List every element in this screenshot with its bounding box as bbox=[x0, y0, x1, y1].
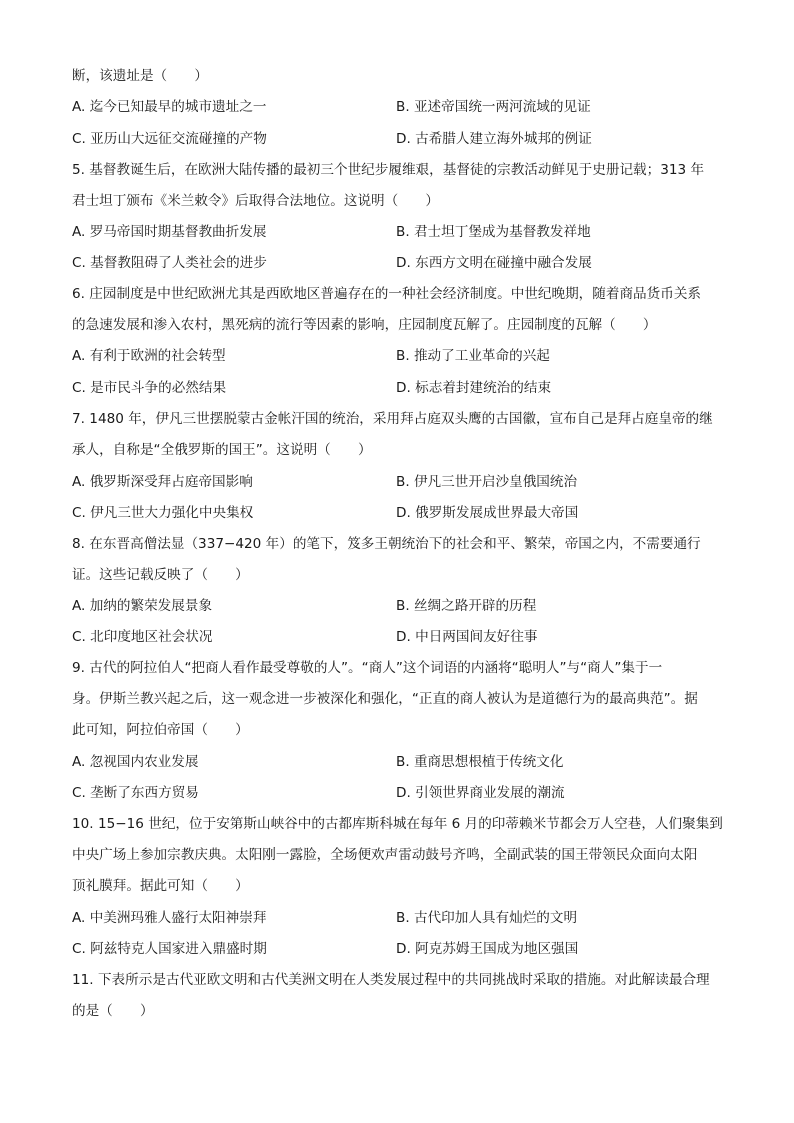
question-9-stem: 身。伊斯兰教兴起之后，这一观念进一步被深化和强化，“正直的商人被认为是道德行为的最高典范”。据 bbox=[72, 691, 698, 707]
question-8-stem: 证。这些记载反映了（ ） bbox=[72, 567, 249, 583]
question-8-option-d: D. 中日两国间友好往事 bbox=[396, 629, 538, 645]
question-5-option-a: A. 罗马帝国时期基督教曲折发展 bbox=[72, 224, 267, 240]
question-8-option-b: B. 丝绸之路开辟的历程 bbox=[396, 598, 537, 614]
question-6-stem: 6. 庄园制度是中世纪欧洲尤其是西欧地区普遍存在的一种社会经济制度。中世纪晚期，随着商品货币关系 bbox=[72, 286, 702, 302]
question-9-option-d: D. 引领世界商业发展的潮流 bbox=[396, 785, 565, 801]
intro-line: 断，该遗址是（ ） bbox=[72, 68, 208, 84]
question-6-option-d: D. 标志着封建统治的结束 bbox=[396, 380, 552, 396]
question-6-option-a: A. 有利于欧洲的社会转型 bbox=[72, 348, 226, 364]
question-10-stem: 顶礼膜拜。据此可知（ ） bbox=[72, 878, 249, 894]
question-9-option-b: B. 重商思想根植于传统文化 bbox=[396, 754, 564, 770]
question-10-option-a: A. 中美洲玛雅人盛行太阳神崇拜 bbox=[72, 910, 267, 926]
question-11-stem: 的是（ ） bbox=[72, 1003, 154, 1019]
question-7-stem: 7. 1480 年，伊凡三世摆脱蒙古金帐汗国的统治，采用拜占庭双头鹰的古国徽，宣布自己是拜占庭皇帝的继 bbox=[72, 411, 713, 427]
question-7-option-d: D. 俄罗斯发展成世界最大帝国 bbox=[396, 505, 579, 521]
question-5-option-d: D. 东西方文明在碰撞中融合发展 bbox=[396, 255, 592, 271]
question-8-option-a: A. 加纳的繁荣发展景象 bbox=[72, 598, 213, 614]
question-6-option-c: C. 是市民斗争的必然结果 bbox=[72, 380, 227, 396]
question-8-option-c: C. 北印度地区社会状况 bbox=[72, 629, 213, 645]
option-a: A. 迄今已知最早的城市遗址之一 bbox=[72, 99, 267, 115]
question-9-option-c: C. 垄断了东西方贸易 bbox=[72, 785, 199, 801]
option-b: B. 亚述帝国统一两河流域的见证 bbox=[396, 99, 591, 115]
question-10-stem: 10. 15−16 世纪，位于安第斯山峡谷中的古都库斯科城在每年 6 月的印蒂赖米节都会万人空巷，人们聚集到 bbox=[72, 816, 723, 832]
question-9-stem: 此可知，阿拉伯帝国（ ） bbox=[72, 722, 249, 738]
question-5-option-c: C. 基督教阻碍了人类社会的进步 bbox=[72, 255, 267, 271]
option-c: C. 亚历山大远征交流碰撞的产物 bbox=[72, 131, 267, 147]
question-5-stem: 君士坦丁颁布《米兰敕令》后取得合法地位。这说明（ ） bbox=[72, 193, 440, 209]
question-9-stem: 9. 古代的阿拉伯人“把商人看作最受尊敬的人”。“商人”这个词语的内涵将“聪明人”与“商人”集于一 bbox=[72, 660, 663, 676]
option-d: D. 古希腊人建立海外城邦的例证 bbox=[396, 131, 592, 147]
question-10-stem: 中央广场上参加宗教庆典。太阳刚一露脸，全场便欢声雷动鼓号齐鸣，全副武装的国王带领民众面向太阳 bbox=[72, 847, 698, 863]
question-6-stem: 的急速发展和渗入农村，黑死病的流行等因素的影响，庄园制度瓦解了。庄园制度的瓦解（ ） bbox=[72, 317, 657, 333]
question-7-option-a: A. 俄罗斯深受拜占庭帝国影响 bbox=[72, 474, 253, 490]
question-10-option-d: D. 阿克苏姆王国成为地区强国 bbox=[396, 941, 579, 957]
question-6-option-b: B. 推动了工业革命的兴起 bbox=[396, 348, 550, 364]
question-5-option-b: B. 君士坦丁堡成为基督教发祥地 bbox=[396, 224, 591, 240]
question-7-option-c: C. 伊凡三世大力强化中央集权 bbox=[72, 505, 254, 521]
question-8-stem: 8. 在东晋高僧法显（337−420 年）的笔下，笈多王朝统治下的社会和平、繁荣，帝国之内，不需要通行 bbox=[72, 536, 701, 552]
question-9-option-a: A. 忽视国内农业发展 bbox=[72, 754, 199, 770]
question-7-stem: 承人，自称是“全俄罗斯的国王”。这说明（ ） bbox=[72, 442, 372, 458]
question-10-option-b: B. 古代印加人具有灿烂的文明 bbox=[396, 910, 578, 926]
question-7-option-b: B. 伊凡三世开启沙皇俄国统治 bbox=[396, 474, 578, 490]
question-10-option-c: C. 阿兹特克人国家进入鼎盛时期 bbox=[72, 941, 267, 957]
question-11-stem: 11. 下表所示是古代亚欧文明和古代美洲文明在人类发展过程中的共同挑战时采取的措施。对此解读最合理 bbox=[72, 972, 710, 988]
question-5-stem: 5. 基督教诞生后，在欧洲大陆传播的最初三个世纪步履维艰，基督徒的宗教活动鲜见于史册记载；313 年 bbox=[72, 162, 705, 178]
